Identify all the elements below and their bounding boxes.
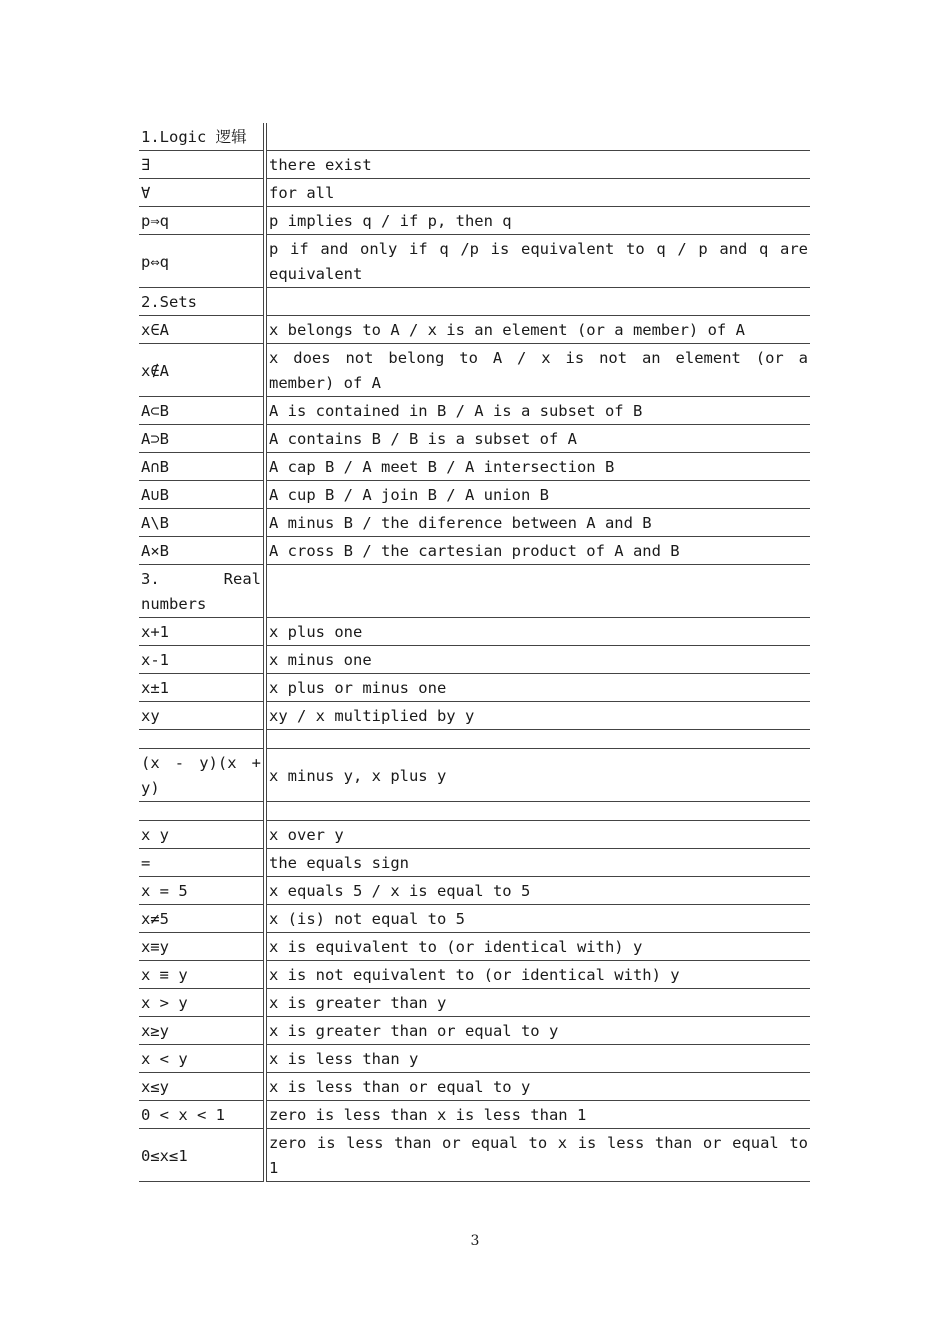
- table-row: [139, 961, 810, 989]
- meaning-cell: x belongs to A / x is an element (or a member) of A: [265, 316, 810, 344]
- table-row: [139, 1073, 810, 1101]
- meaning-cell: xy / x multiplied by y: [265, 702, 810, 730]
- table-row: [139, 989, 810, 1017]
- meaning-cell: A cap B / A meet B / A intersection B: [265, 453, 810, 481]
- meaning-cell: x minus one: [265, 646, 810, 674]
- table-row: [139, 646, 810, 674]
- table-row: [139, 1129, 810, 1182]
- term-cell: x = 5: [139, 877, 265, 905]
- table-row: [139, 537, 810, 565]
- term-cell: x≥y: [139, 1017, 265, 1045]
- term-cell: [139, 802, 265, 821]
- meaning-cell: x is less than or equal to y: [265, 1073, 810, 1101]
- meaning-cell: p implies q / if p, then q: [265, 207, 810, 235]
- term-cell: =: [139, 849, 265, 877]
- term-cell: x < y: [139, 1045, 265, 1073]
- term-cell: x≤y: [139, 1073, 265, 1101]
- meaning-cell: x over y: [265, 821, 810, 849]
- term-cell: A⊃B: [139, 425, 265, 453]
- meaning-cell: A is contained in B / A is a subset of B: [265, 397, 810, 425]
- term-cell: 0 < x < 1: [139, 1101, 265, 1129]
- table-row: [139, 151, 810, 179]
- table-row: [139, 123, 810, 151]
- table-row: [139, 1101, 810, 1129]
- table-row: [139, 397, 810, 425]
- table-row: [139, 509, 810, 537]
- meaning-cell: x is greater than y: [265, 989, 810, 1017]
- term-cell: A∪B: [139, 481, 265, 509]
- meaning-cell: there exist: [265, 151, 810, 179]
- meaning-cell: [265, 123, 810, 151]
- meaning-cell: zero is less than x is less than 1: [265, 1101, 810, 1129]
- table-row: [139, 179, 810, 207]
- table-row: [139, 821, 810, 849]
- table-row: [139, 1017, 810, 1045]
- table-row: [139, 344, 810, 397]
- table-row: [139, 802, 810, 821]
- table-row: [139, 702, 810, 730]
- meaning-cell: x is equivalent to (or identical with) y: [265, 933, 810, 961]
- term-cell: xy: [139, 702, 265, 730]
- term-cell: x ≡ y: [139, 961, 265, 989]
- term-cell: A\B: [139, 509, 265, 537]
- table-row: [139, 316, 810, 344]
- term-cell: (x - y)(x + y): [139, 749, 265, 802]
- table-row: [139, 481, 810, 509]
- term-cell: A×B: [139, 537, 265, 565]
- meaning-cell: x plus one: [265, 618, 810, 646]
- table-row: [139, 905, 810, 933]
- term-cell: x±1: [139, 674, 265, 702]
- term-cell: p⇒q: [139, 207, 265, 235]
- meaning-cell: A cross B / the cartesian product of A and B: [265, 537, 810, 565]
- symbol-table: [139, 123, 810, 1182]
- table-row: [139, 453, 810, 481]
- table-row: [139, 674, 810, 702]
- term-cell: x≠5: [139, 905, 265, 933]
- term-cell: [139, 730, 265, 749]
- table-row: [139, 288, 810, 316]
- term-cell: 1.Logic 逻辑: [139, 123, 265, 151]
- meaning-cell: x minus y, x plus y: [265, 749, 810, 802]
- meaning-cell: the equals sign: [265, 849, 810, 877]
- term-cell: A⊂B: [139, 397, 265, 425]
- meaning-cell: A minus B / the diference between A and B: [265, 509, 810, 537]
- table-row: [139, 730, 810, 749]
- meaning-cell: x is greater than or equal to y: [265, 1017, 810, 1045]
- table-row: [139, 877, 810, 905]
- meaning-cell: for all: [265, 179, 810, 207]
- meaning-cell: A cup B / A join B / A union B: [265, 481, 810, 509]
- table-row: [139, 425, 810, 453]
- meaning-cell: x (is) not equal to 5: [265, 905, 810, 933]
- table-row: [139, 849, 810, 877]
- term-cell: 2.Sets: [139, 288, 265, 316]
- meaning-cell: zero is less than or equal to x is less than or equal to 1: [265, 1129, 810, 1182]
- term-cell: x > y: [139, 989, 265, 1017]
- term-cell: A∩B: [139, 453, 265, 481]
- table-row: [139, 207, 810, 235]
- term-cell: ∀: [139, 179, 265, 207]
- meaning-cell: x plus or minus one: [265, 674, 810, 702]
- meaning-cell: p if and only if q /p is equivalent to q / p and q are equivalent: [265, 235, 810, 288]
- meaning-cell: x equals 5 / x is equal to 5: [265, 877, 810, 905]
- table-row: [139, 618, 810, 646]
- meaning-cell: [265, 565, 810, 618]
- term-cell: x-1: [139, 646, 265, 674]
- meaning-cell: [265, 802, 810, 821]
- table-row: [139, 235, 810, 288]
- term-cell: x+1: [139, 618, 265, 646]
- table-row: [139, 933, 810, 961]
- term-cell: x≡y: [139, 933, 265, 961]
- term-cell: x∈A: [139, 316, 265, 344]
- term-cell: x y: [139, 821, 265, 849]
- meaning-cell: [265, 288, 810, 316]
- table-row: [139, 1045, 810, 1073]
- meaning-cell: x is not equivalent to (or identical with) y: [265, 961, 810, 989]
- term-cell: x∉A: [139, 344, 265, 397]
- term-cell: 0≤x≤1: [139, 1129, 265, 1182]
- term-cell: p⇔q: [139, 235, 265, 288]
- term-cell: ∃: [139, 151, 265, 179]
- meaning-cell: x is less than y: [265, 1045, 810, 1073]
- table-row: [139, 565, 810, 618]
- meaning-cell: [265, 730, 810, 749]
- meaning-cell: x does not belong to A / x is not an element (or a member) of A: [265, 344, 810, 397]
- page-number: 3: [470, 1233, 480, 1249]
- term-cell: 3. Real numbers: [139, 565, 265, 618]
- meaning-cell: A contains B / B is a subset of A: [265, 425, 810, 453]
- table-row: [139, 749, 810, 802]
